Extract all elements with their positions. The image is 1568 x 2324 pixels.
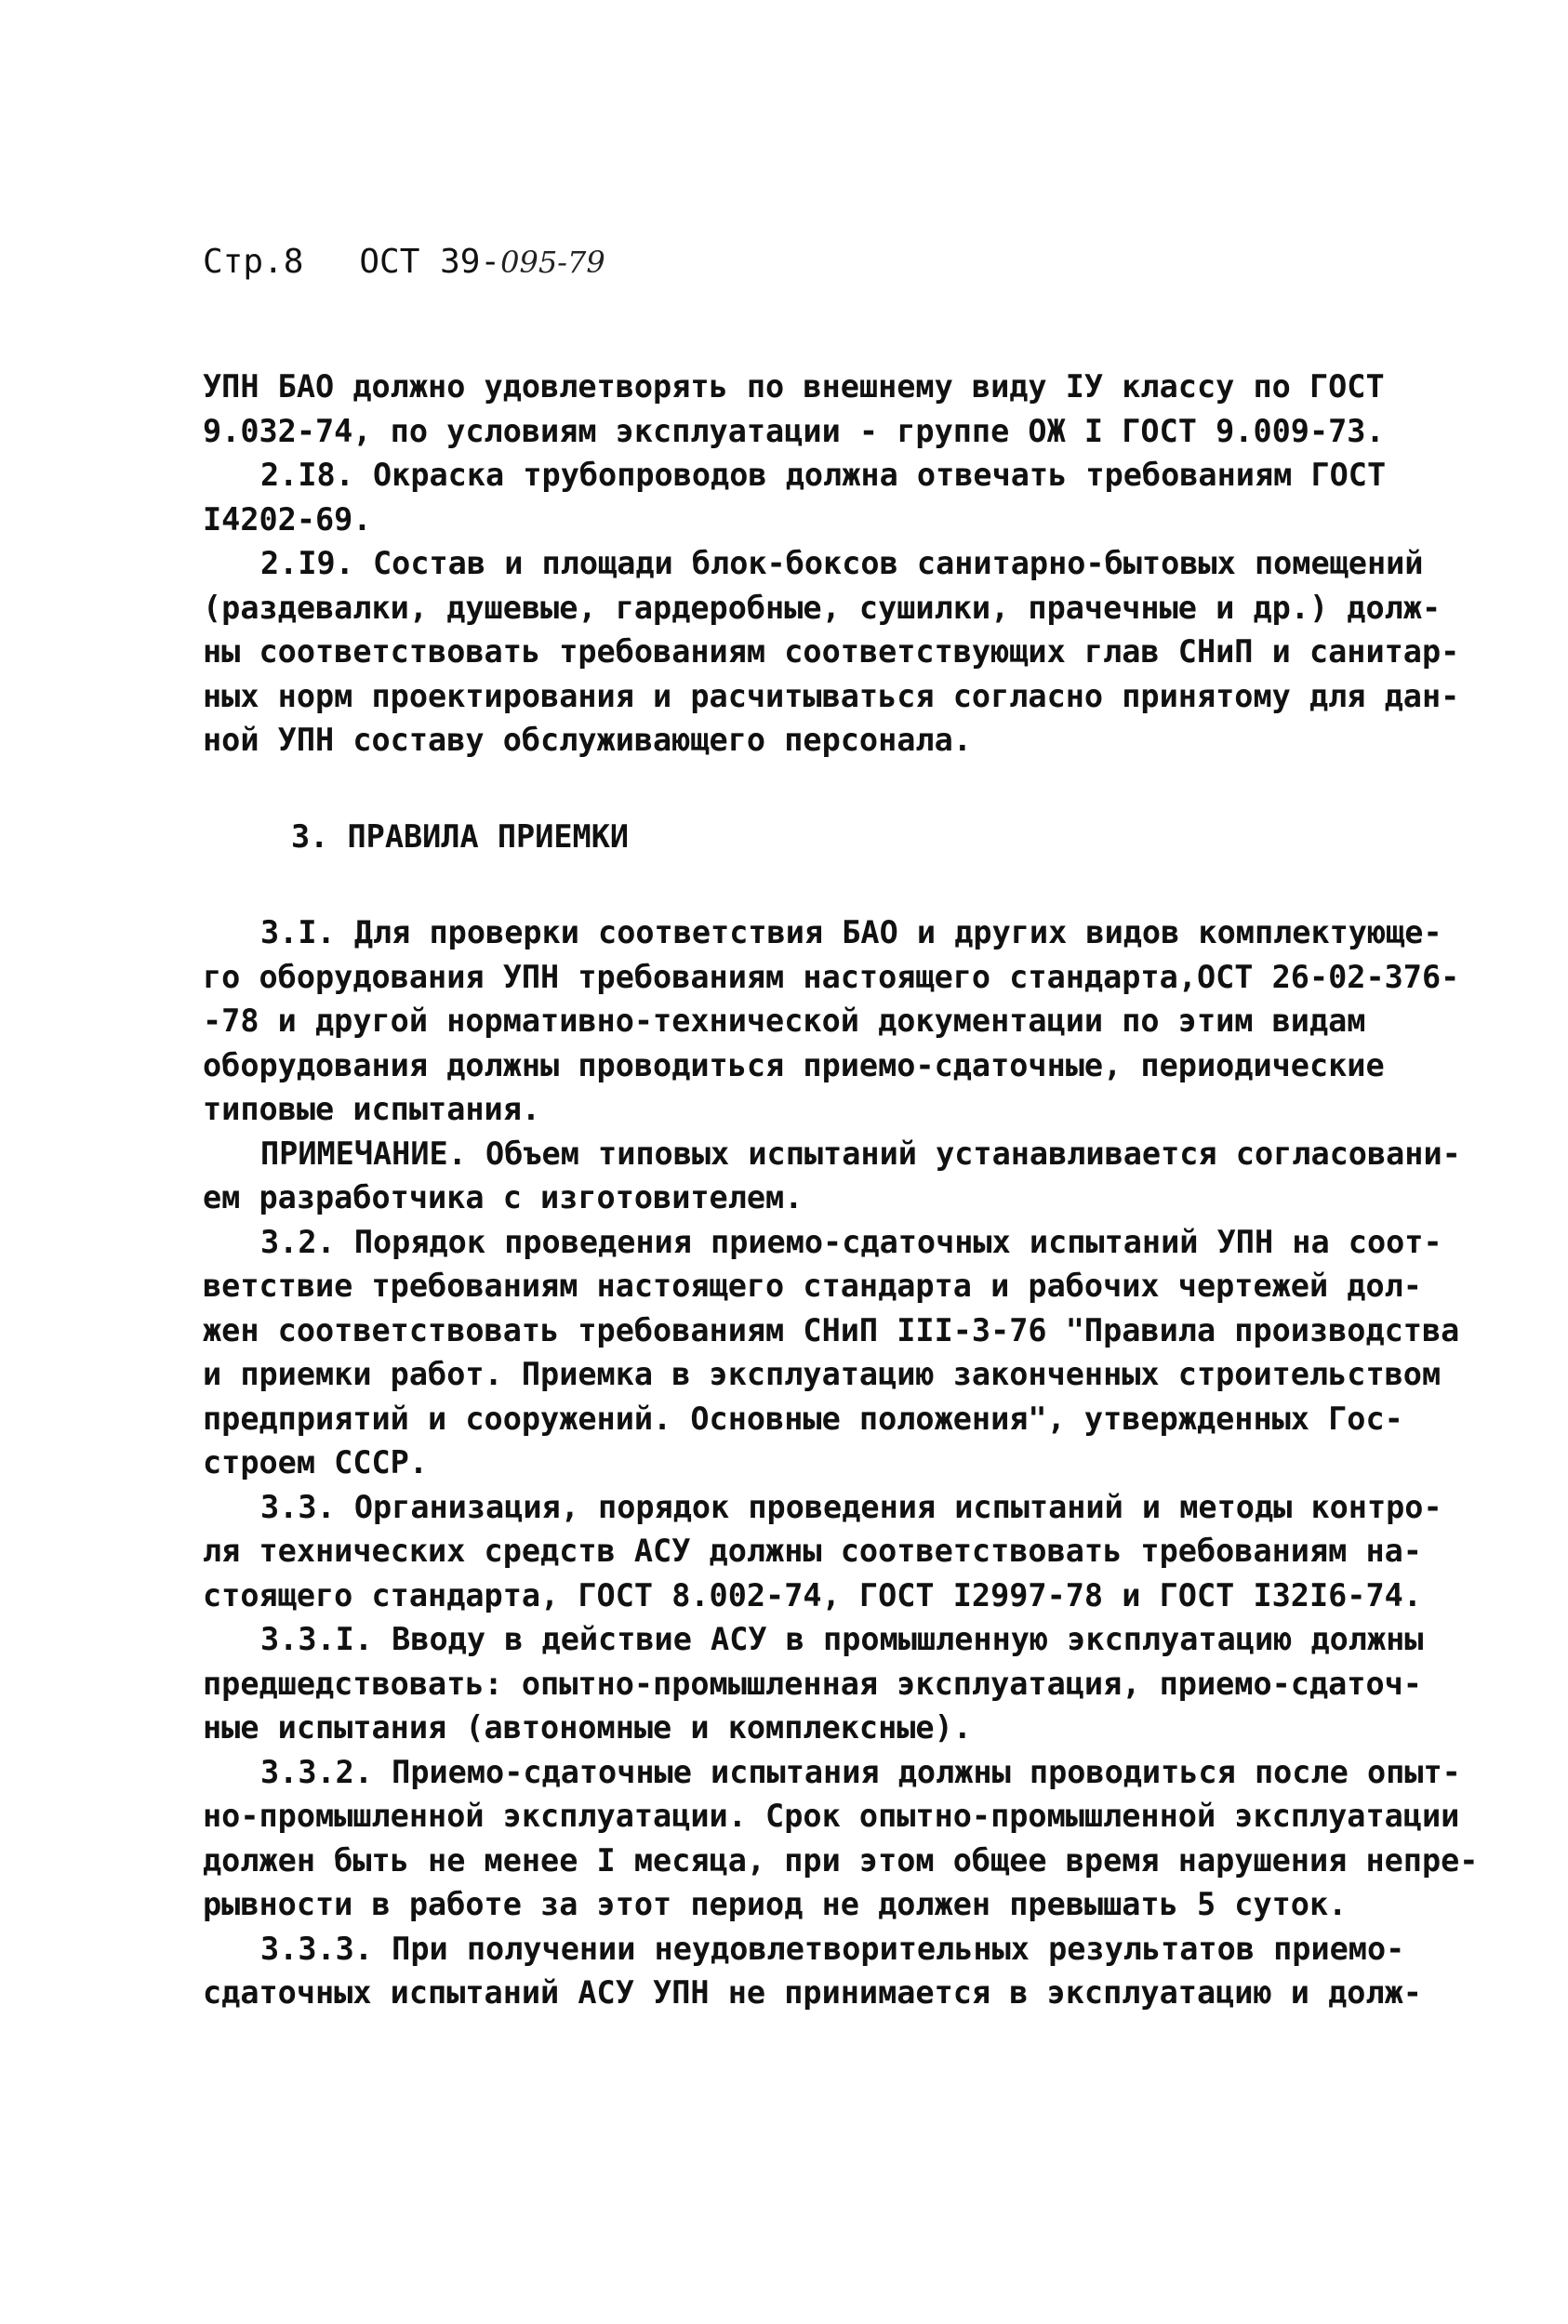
text-line: рывности в работе за этот период не должен превышать 5 суток. [203, 1886, 1348, 1922]
text-line: ные испытания (автономные и комплексные). [203, 1709, 972, 1746]
section-heading: 3. ПРАВИЛА ПРИЕМКИ [291, 817, 630, 855]
paragraph-2-19: 2.I9. Состав и площади блок-боксов санитарно-бытовых помещений [260, 545, 1424, 581]
paragraph-3-3: 3.3. Организация, порядок проведения испытаний и методы контро- [260, 1488, 1442, 1525]
text-line: ны соответствовать требованиям соответствующих глав СНиП и санитар- [203, 633, 1460, 670]
text-line: -78 и другой нормативно-технической документации по этим видам [203, 1003, 1366, 1039]
text-line: предприятий и сооружений. Основные положения", утвержденных Гос- [203, 1400, 1403, 1437]
text-line: предшедствовать: опытно-промышленная эксплуатация, приемо-сдаточ- [203, 1665, 1422, 1702]
document-body [203, 365, 1479, 2015]
text-line: I4202-69. [203, 500, 372, 538]
text-line: должен быть не менее I месяца, при этом общее время нарушения непре- [203, 1841, 1479, 1879]
page-number: Стр.8 [203, 243, 304, 281]
text-line: ной УПН составу обслуживающего персонала. [203, 722, 972, 758]
text-line: (раздевалки, душевые, гардеробные, сушилки, прачечные и др.) долж- [203, 589, 1442, 626]
paragraph-2-18: 2.I8. Окраска трубопроводов должна отвечать требованиям ГОСТ [260, 457, 1387, 493]
text-line: жен соответствовать требованиям СНиП III-3-76 "Правила производства [203, 1311, 1460, 1348]
text-line: и приемки работ. Приемка в эксплуатацию законченных строительством [203, 1356, 1442, 1392]
text-line: ветствие требованиям настоящего стандарта и рабочих чертежей дол- [203, 1268, 1422, 1304]
paragraph-3-2: 3.2. Порядок проведения приемо-сдаточных испытаний УПН на соот- [260, 1223, 1442, 1260]
document-number: ОСТ 39- [359, 243, 501, 281]
text-line: но-промышленной эксплуатации. Срок опытно-промышленной эксплуатации [203, 1798, 1460, 1834]
note-line: ПРИМЕЧАНИЕ. Объем типовых испытаний устанавливается согласовани- [260, 1135, 1461, 1172]
text-line: стоящего стандарта, ГОСТ 8.002-74, ГОСТ I2997-78 и ГОСТ I32I6-74. [203, 1576, 1422, 1614]
spacer [203, 858, 1412, 910]
text-line: ем разработчика с изготовителем. [203, 1179, 804, 1215]
paragraph-3-3-3: 3.3.3. При получении неудовлетворительных результатов приемо- [260, 1930, 1405, 1967]
text-line: сдаточных испытаний АСУ УПН не принимается в эксплуатацию и долж- [203, 1974, 1422, 2011]
text-line: го оборудования УПН требованиям настоящего стандарта,ОСТ 26-02-376- [203, 958, 1460, 995]
page-header [203, 240, 605, 285]
paragraph-3-3-1: 3.3.I. Вводу в действие АСУ в промышленную эксплуатацию должны [260, 1621, 1424, 1657]
text-line: ля технических средств АСУ должны соответствовать требованиям на- [203, 1533, 1422, 1569]
spacer [203, 763, 1412, 815]
paragraph-3-1: 3.I. Для проверки соответствия БАО и других видов комплектующе- [260, 914, 1442, 950]
text-line: оборудования должны проводиться приемо-сдаточные, периодические [203, 1046, 1385, 1083]
text-line: типовые испытания. [203, 1091, 541, 1127]
text-line: 9.032-74, по условиям эксплуатации - группе ОЖ I ГОСТ 9.009-73. [203, 412, 1385, 449]
text-line: строем СССР. [203, 1444, 429, 1481]
text-line: УПН БАО должно удовлетворять по внешнему виду IУ классу по ГОСТ [203, 368, 1385, 405]
paragraph-3-3-2: 3.3.2. Приемо-сдаточные испытания должны проводиться после опыт- [260, 1753, 1461, 1790]
document-number-handwritten: 095-79 [500, 245, 605, 280]
text-line: ных норм проектирования и расчитываться согласно принятому для дан- [203, 677, 1460, 714]
